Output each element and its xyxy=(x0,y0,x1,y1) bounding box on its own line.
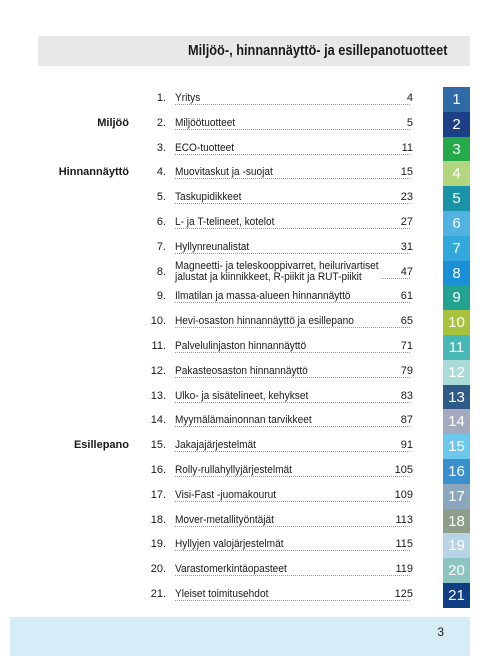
category-label: Hinnannäyttö xyxy=(58,166,129,179)
toc-title: Pakasteosaston hinnannäyttö xyxy=(175,364,308,377)
toc-number: 21. xyxy=(150,588,166,600)
dot-leader xyxy=(175,352,410,353)
toc-page: 79 xyxy=(400,364,413,377)
toc-number: 1. xyxy=(156,92,166,104)
section-tab[interactable]: 5 xyxy=(443,186,470,211)
toc-title: Mover-metallityöntäjät xyxy=(175,513,274,526)
section-tab[interactable]: 17 xyxy=(443,484,470,509)
toc-page: 109 xyxy=(394,488,413,501)
toc-title: Ilmatilan ja massa-alueen hinnannäyttö xyxy=(175,290,351,303)
section-tab[interactable]: 14 xyxy=(443,409,470,434)
section-tab[interactable]: 11 xyxy=(443,335,470,360)
toc-page: 119 xyxy=(395,563,413,576)
toc-number: 9. xyxy=(156,290,166,303)
toc-title: Myymälämainonnan tarvikkeet xyxy=(175,414,312,427)
toc-row[interactable] xyxy=(0,187,480,211)
toc-title: Ulko- ja sisätelineet, kehykset xyxy=(175,389,309,402)
section-tab[interactable]: 18 xyxy=(443,509,470,534)
dot-leader xyxy=(175,575,410,576)
toc-row[interactable] xyxy=(0,212,480,236)
section-tab[interactable]: 21 xyxy=(443,583,470,608)
dot-leader xyxy=(175,129,410,130)
toc-page: 87 xyxy=(400,414,413,427)
toc-number: 11. xyxy=(151,340,166,352)
category-label: Esillepano xyxy=(73,439,129,452)
dot-leader xyxy=(175,377,410,378)
toc-number: 19. xyxy=(150,538,166,551)
toc-number: 5. xyxy=(156,191,166,204)
toc-title: Hevi-osaston hinnannäyttö ja esillepano xyxy=(175,315,354,328)
toc-page: 61 xyxy=(400,290,413,303)
dot-leader xyxy=(175,451,410,452)
section-tab[interactable]: 4 xyxy=(443,161,470,186)
toc-page: 113 xyxy=(395,513,413,526)
toc-number: 8. xyxy=(156,265,166,278)
toc-title: Taskupidikkeet xyxy=(175,191,242,204)
toc-row[interactable] xyxy=(0,113,480,137)
toc-page: 4 xyxy=(406,92,413,104)
toc-title: Jakajajärjestelmät xyxy=(175,439,257,452)
category-label: Miljöö xyxy=(97,116,129,129)
toc-row[interactable] xyxy=(0,510,480,534)
toc-number: 7. xyxy=(156,240,166,253)
section-tab[interactable]: 13 xyxy=(443,385,470,410)
toc-row[interactable] xyxy=(0,584,480,608)
toc-page: 65 xyxy=(400,315,413,328)
section-tab[interactable]: 8 xyxy=(443,261,470,286)
toc-number: 18. xyxy=(150,513,166,526)
section-tab[interactable]: 6 xyxy=(443,211,470,236)
page-title: Miljöö-, hinnannäyttö- ja esillepanotuotteet xyxy=(188,43,448,59)
section-tab[interactable]: 12 xyxy=(443,360,470,385)
dot-leader xyxy=(175,550,410,551)
toc-row[interactable] xyxy=(0,485,480,509)
toc-page: 83 xyxy=(400,389,413,402)
toc-number: 14. xyxy=(150,414,166,427)
toc-title: Visi-Fast -juomakourut xyxy=(175,488,277,501)
toc-row[interactable] xyxy=(0,410,480,434)
dot-leader xyxy=(175,178,410,179)
toc-number: 17. xyxy=(150,488,166,501)
toc-title: Hyllynreunalistat xyxy=(175,240,250,253)
toc-row[interactable] xyxy=(0,138,480,162)
toc-title: Hyllyjen valojärjestelmät xyxy=(175,538,284,551)
page-number: 3 xyxy=(437,625,444,639)
toc-row[interactable] xyxy=(0,286,480,310)
dot-leader xyxy=(175,228,410,229)
toc-page: 47 xyxy=(400,265,413,278)
dot-leader xyxy=(175,476,410,477)
toc-title: Yritys xyxy=(175,92,201,104)
toc-row[interactable] xyxy=(0,460,480,484)
footer-bar xyxy=(10,617,470,656)
toc-title: Miljöötuotteet xyxy=(175,116,236,129)
toc-page: 27 xyxy=(400,216,413,228)
dot-leader xyxy=(175,203,410,204)
toc-title: Muovitaskut ja -suojat xyxy=(175,166,273,179)
toc-row[interactable] xyxy=(0,559,480,583)
toc-row[interactable] xyxy=(0,259,480,286)
toc-number: 3. xyxy=(156,141,166,154)
toc-page: 23 xyxy=(400,191,413,204)
section-tab[interactable]: 20 xyxy=(443,558,470,583)
toc-page: 15 xyxy=(400,166,413,179)
toc-title-line: Magneetti- ja teleskooppivarret, heilurivartiset xyxy=(175,259,379,272)
toc-number: 10. xyxy=(150,315,166,328)
dot-leader xyxy=(175,327,410,328)
toc-row[interactable] xyxy=(0,386,480,410)
section-tab[interactable]: 1 xyxy=(443,87,470,112)
toc-page: 11 xyxy=(401,141,413,154)
dot-leader xyxy=(175,402,410,403)
section-tab[interactable]: 2 xyxy=(443,112,470,137)
toc-title xyxy=(175,261,380,283)
dot-leader xyxy=(175,526,410,527)
toc-number: 6. xyxy=(156,216,166,228)
dot-leader xyxy=(175,104,410,105)
section-tab[interactable]: 10 xyxy=(443,310,470,335)
toc-page: 5 xyxy=(406,116,413,129)
toc-row[interactable] xyxy=(0,311,480,335)
toc-number: 4. xyxy=(156,166,166,179)
toc-row[interactable] xyxy=(0,336,480,360)
toc-title: Yleiset toimitusehdot xyxy=(175,588,269,600)
toc-title: ECO-tuotteet xyxy=(175,141,235,154)
section-tab[interactable]: 19 xyxy=(443,533,470,558)
dot-leader xyxy=(175,600,410,601)
dot-leader xyxy=(175,302,410,303)
toc-title: L- ja T-telineet, kotelot xyxy=(175,216,275,228)
toc-title: Varastomerkintäopasteet xyxy=(175,563,287,576)
toc-number: 13. xyxy=(150,389,166,402)
toc-row[interactable] xyxy=(0,534,480,558)
toc-title: Palvelulinjaston hinnannäyttö xyxy=(175,340,307,352)
toc-row[interactable] xyxy=(0,435,480,459)
section-tab[interactable]: 9 xyxy=(443,285,470,310)
section-tab[interactable]: 7 xyxy=(443,236,470,261)
toc-row[interactable] xyxy=(0,361,480,385)
toc-number: 20. xyxy=(150,563,166,576)
toc-page: 115 xyxy=(395,538,413,551)
toc-page: 105 xyxy=(394,464,413,476)
toc-title: Rolly-rullahyllyjärjestelmät xyxy=(175,464,292,476)
dot-leader xyxy=(175,501,410,502)
toc-number: 2. xyxy=(156,116,166,129)
section-tab[interactable]: 3 xyxy=(443,137,470,162)
section-tab[interactable]: 15 xyxy=(443,434,470,459)
toc-number: 12. xyxy=(150,364,166,377)
toc-page: 31 xyxy=(400,240,413,253)
section-tab[interactable]: 16 xyxy=(443,459,470,484)
dot-leader xyxy=(175,426,410,427)
toc-row[interactable] xyxy=(0,237,480,261)
toc-number: 15. xyxy=(150,439,166,452)
toc-page: 71 xyxy=(400,340,413,352)
toc-number: 16. xyxy=(150,464,166,476)
toc-page: 91 xyxy=(400,439,413,452)
toc-row[interactable] xyxy=(0,88,480,112)
dot-leader xyxy=(175,154,410,155)
toc-page: 125 xyxy=(394,588,413,600)
dot-leader xyxy=(175,253,410,254)
toc-title-line: jalustat ja kiinnikkeet, R-piikit ja RUT-piikit xyxy=(175,270,362,283)
